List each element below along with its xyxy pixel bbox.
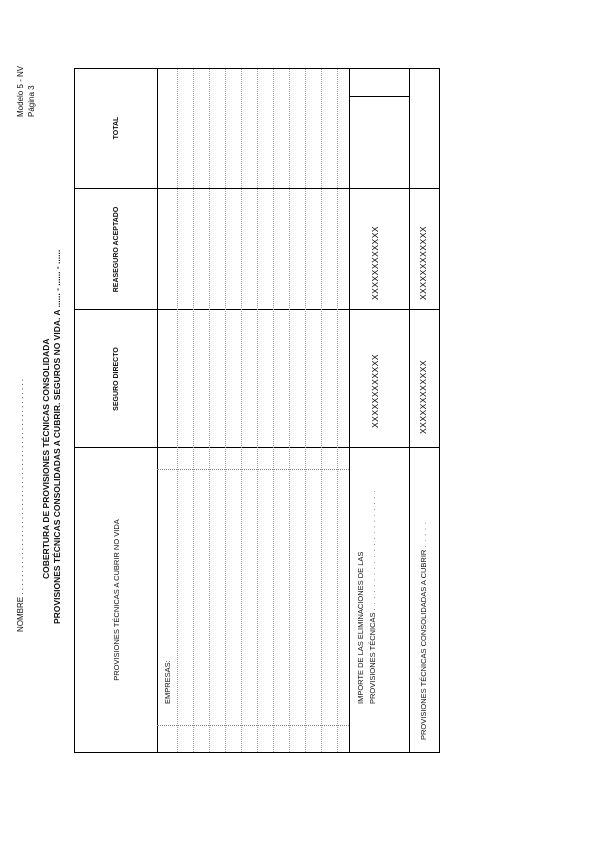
provisiones-table — [74, 68, 440, 753]
eliminaciones-line2: PROVISIONES TÉCNICAS . . . . . . . . . . . . . . . . . . . . . — [368, 489, 377, 704]
nombre-dots: . . . . . . . . . . . . . . . . . . . . . . . . . . . . . . . . . . . . . . . . . . . . . . . . . — [16, 379, 25, 595]
eliminaciones-line1: IMPORTE DE LAS ELIMINACIONES DE LAS — [356, 551, 365, 704]
entry-row-line — [257, 69, 258, 752]
empresas-label: EMPRESAS: — [163, 660, 172, 704]
header-divider — [157, 69, 158, 752]
seguro-directo-crossed: XXXXXXXXXXXX — [370, 353, 380, 428]
total-row-label: PROVISIONES TÉCNICAS CONSOLIDADAS A CUBRIR . . . . . — [419, 521, 428, 740]
entry-row-line — [337, 69, 338, 752]
total-row-dots: . . . . . — [421, 521, 428, 548]
form-subtitle: PROVISIONES TÉCNICAS CONSOLIDADAS A CUBRIR. SEGUROS NO VIDA. A ...... - ...... - ...... — [52, 249, 62, 624]
eliminaciones-label — [355, 490, 380, 704]
page-number: Página 3 — [27, 85, 36, 117]
col-header-total: TOTAL — [112, 116, 120, 140]
entry-row-line — [305, 69, 306, 752]
nombre-field — [16, 379, 25, 632]
col-header-seguro-directo: SEGURO DIRECTO — [112, 347, 120, 411]
modelo-label: Modelo 5 - NV — [16, 65, 25, 117]
total-reaseguro-crossed: XXXXXXXXXXXX — [418, 225, 428, 300]
entry-row-line — [273, 69, 274, 752]
row-divider — [349, 69, 350, 752]
col-header-provisiones: PROVISIONES TÉCNICAS A CUBRIR NO VIDA — [111, 519, 121, 681]
reaseguro-crossed: XXXXXXXXXXXX — [370, 225, 380, 300]
eliminaciones-dots: . . . . . . . . . . . . . . . . . . . . . — [370, 489, 377, 611]
col-header-reaseguro-aceptado: REASEGURO ACEPTADO — [112, 206, 120, 293]
total-subdivider — [349, 96, 409, 97]
entry-row-line — [209, 69, 210, 752]
nombre-label: NOMBRE — [16, 596, 25, 632]
entry-row-line — [289, 69, 290, 752]
entry-row-line — [177, 69, 178, 752]
entry-row-line — [241, 69, 242, 752]
form-title: COBERTURA DE PROVISIONES TÉCNICAS CONSOLIDADA — [41, 338, 51, 579]
entry-row-line — [193, 69, 194, 752]
entry-col-guide — [157, 725, 349, 726]
entry-row-line — [321, 69, 322, 752]
row-divider — [409, 69, 410, 752]
entry-col-guide — [157, 469, 349, 470]
entry-row-line — [225, 69, 226, 752]
total-seguro-directo-crossed: XXXXXXXXXXXX — [418, 359, 428, 434]
